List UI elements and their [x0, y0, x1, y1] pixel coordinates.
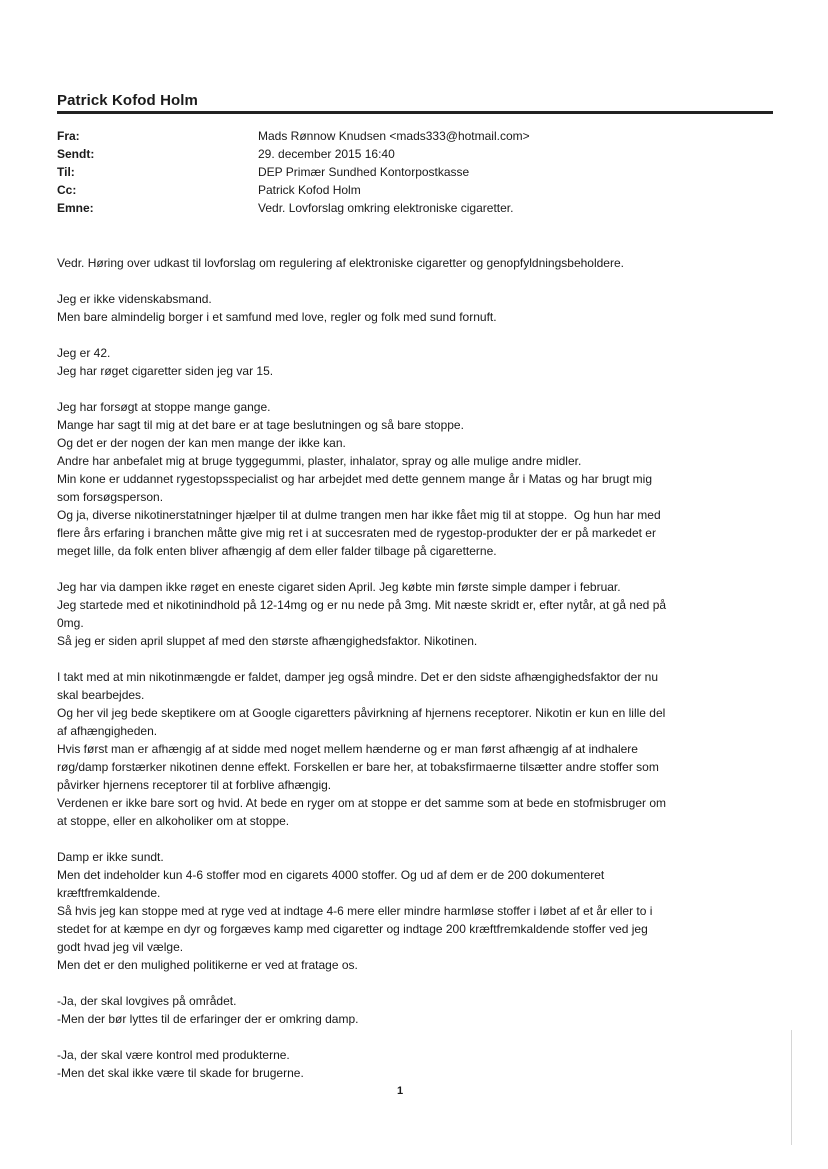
body-line: af afhængigheden. — [57, 724, 158, 738]
header-field-value: DEP Primær Sundhed Kontorpostkasse — [258, 165, 470, 179]
body-line: røg/damp forstærker nikotinen denne effekt. Forskellen er bare her, at tobaksfirmaerne tilsætter andre stoffer som — [57, 760, 659, 774]
body-line: Jeg har forsøgt at stoppe mange gange. — [57, 400, 271, 414]
body-line: Jeg har via dampen ikke røget en eneste cigaret siden April. Jeg købte min første simple damper i februar. — [57, 580, 621, 594]
body-paragraph — [57, 668, 757, 830]
body-line: Jeg er ikke videnskabsmand. — [57, 292, 212, 306]
body-line: I takt med at min nikotinmængde er faldet, damper jeg også mindre. Det er den sidste afhængighedsfaktor der nu — [57, 670, 658, 684]
scan-edge-mark — [791, 1030, 792, 1145]
body-line: -Ja, der skal lovgives på området. — [57, 994, 237, 1008]
body-line: Og det er der nogen der kan men mange der ikke kan. — [57, 436, 346, 450]
header-field-value: Patrick Kofod Holm — [258, 183, 361, 197]
body-line: -Ja, der skal være kontrol med produkterne. — [57, 1048, 290, 1062]
body-line: Damp er ikke sundt. — [57, 850, 164, 864]
body-line: -Men det skal ikke være til skade for brugerne. — [57, 1066, 304, 1080]
header-field-value: 29. december 2015 16:40 — [258, 147, 395, 161]
body-line: Men det indeholder kun 4-6 stoffer mod en cigarets 4000 stoffer. Og ud af dem er de 200 dokumenteret — [57, 868, 605, 882]
body-line: Jeg er 42. — [57, 346, 111, 360]
body-line: skal bearbejdes. — [57, 688, 145, 702]
body-paragraph — [57, 344, 757, 380]
header-field-label: Emne: — [57, 201, 94, 215]
body-line: stedet for at kæmpe en dyr og forgæves kamp med cigaretter og indtage 200 kræftfremkaldende stoffer ved jeg — [57, 922, 648, 936]
header-field-row — [57, 145, 773, 163]
body-paragraph — [57, 992, 757, 1028]
body-line: påvirker hjernens receptorer til at forblive afhængig. — [57, 778, 332, 792]
header-field-row — [57, 181, 773, 199]
body-line: Vedr. Høring over udkast til lovforslag om regulering af elektroniske cigaretter og genopfyldningsbeholdere. — [57, 256, 624, 270]
body-line: Hvis først man er afhængig af at sidde med noget mellem hænderne og er man først afhængig af at indhalere — [57, 742, 638, 756]
body-line: Men bare almindelig borger i et samfund med love, regler og folk med sund fornuft. — [57, 310, 497, 324]
header-field-row — [57, 163, 773, 181]
body-line: kræftfremkaldende. — [57, 886, 161, 900]
header-field-value: Vedr. Lovforslag omkring elektroniske cigaretter. — [258, 201, 514, 215]
body-line: Og ja, diverse nikotinerstatninger hjælper til at dulme trangen men har ikke fået mig til at stoppe. Og hun har med — [57, 508, 661, 522]
body-line: Jeg startede med et nikotinindhold på 12-14mg og er nu nede på 3mg. Mit næste skridt er, efter nytår, at gå ned på — [57, 598, 667, 612]
body-line: Andre har anbefalet mig at bruge tyggegummi, plaster, inhalator, spray og alle mulige andre midler. — [57, 454, 582, 468]
body-paragraph — [57, 254, 757, 272]
body-paragraph — [57, 848, 757, 974]
header-field-value: Mads Rønnow Knudsen <mads333@hotmail.com> — [258, 129, 530, 143]
page-number: 1 — [396, 1085, 404, 1097]
body-line: Min kone er uddannet rygestopsspecialist og har arbejdet med dette gennem mange år i Matas og har brugt mig — [57, 472, 653, 486]
body-line: Og her vil jeg bede skeptikere om at Google cigaretters påvirkning af hjernens receptorer. Nikotin er kun en lille del — [57, 706, 666, 720]
header-field-label: Fra: — [57, 129, 80, 143]
header-field-row — [57, 199, 773, 217]
body-line: flere års erfaring i branchen måtte give mig ret i at succesraten med de rygestop-produkter der er på markedet er — [57, 526, 656, 540]
sender-name-heading: Patrick Kofod Holm — [57, 92, 198, 109]
email-body — [57, 254, 757, 1100]
header-field-label: Sendt: — [57, 147, 95, 161]
body-line: Mange har sagt til mig at det bare er at tage beslutningen og så bare stoppe. — [57, 418, 464, 432]
header-field-label: Cc: — [57, 183, 77, 197]
header-field-row — [57, 127, 773, 145]
body-line: 0mg. — [57, 616, 84, 630]
body-paragraph — [57, 1046, 757, 1082]
email-header-fields — [57, 127, 773, 217]
body-paragraph — [57, 398, 757, 560]
body-line: -Men der bør lyttes til de erfaringer der er omkring damp. — [57, 1012, 359, 1026]
body-line: Så jeg er siden april sluppet af med den største afhængighedsfaktor. Nikotinen. — [57, 634, 478, 648]
header-field-label: Til: — [57, 165, 75, 179]
body-paragraph — [57, 290, 757, 326]
body-line: Så hvis jeg kan stoppe med at ryge ved at indtage 4-6 mere eller mindre harmløse stoffer i løbet af et år eller to i — [57, 904, 653, 918]
body-line: at stoppe, eller en alkoholiker om at stoppe. — [57, 814, 290, 828]
body-line: Men det er den mulighed politikerne er ved at fratage os. — [57, 958, 358, 972]
body-line: meget lille, da folk enten bliver afhængig af dem eller falder tilbage på cigaretterne. — [57, 544, 497, 558]
body-line: Jeg har røget cigaretter siden jeg var 15. — [57, 364, 274, 378]
body-line: godt hvad jeg vil vælge. — [57, 940, 184, 954]
body-paragraph — [57, 578, 757, 650]
header-divider — [57, 111, 773, 114]
body-line: Verdenen er ikke bare sort og hvid. At bede en ryger om at stoppe er det samme som at bede en stofmisbruger om — [57, 796, 666, 810]
body-line: som forsøgsperson. — [57, 490, 164, 504]
